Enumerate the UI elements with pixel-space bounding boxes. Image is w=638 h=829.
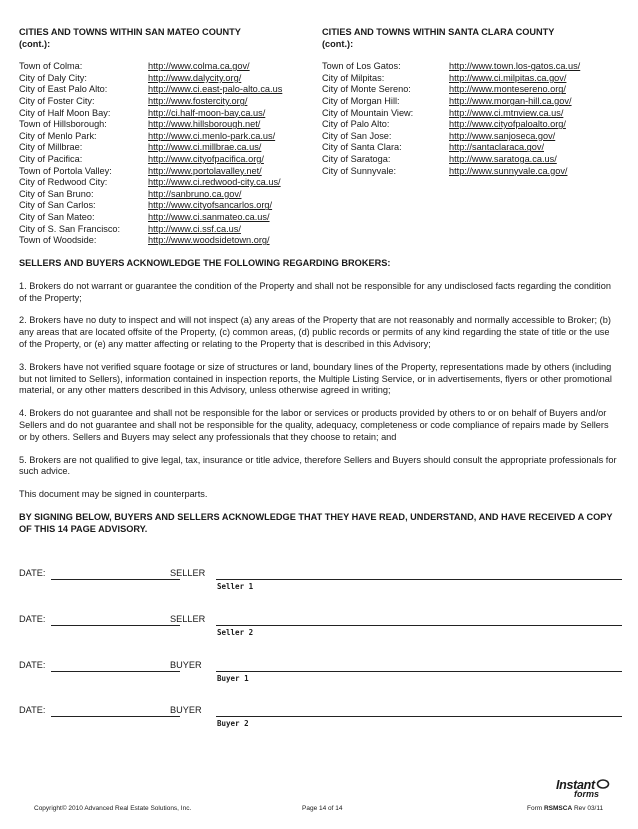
city-website-link[interactable]: http://www.ci.milpitas.ca.gov/ — [449, 72, 567, 83]
city-website-link[interactable]: http://www.ci.millbrae.ca.us/ — [148, 142, 262, 153]
city-website-link[interactable]: http://www.cityofpaloalto.org/ — [449, 119, 566, 130]
signature-field[interactable] — [216, 716, 622, 717]
city-row — [19, 154, 319, 166]
logo-line2: forms — [574, 789, 600, 799]
city-row — [19, 84, 319, 96]
date-label: DATE: — [19, 568, 46, 578]
city-row — [19, 177, 319, 189]
san-mateo-heading-line2: (cont.): — [19, 38, 51, 49]
footer-copyright: Copyright© 2010 Advanced Real Estate Solutions, Inc. — [34, 805, 192, 812]
city-website-link[interactable]: http://www.cityofpacifica.org/ — [148, 153, 264, 164]
san-mateo-section — [19, 27, 319, 247]
city-website-link[interactable]: http://www.ci.sanmateo.ca.us/ — [148, 211, 270, 222]
city-row — [322, 119, 622, 131]
city-website-link[interactable]: http://ci.half-moon-bay.ca.us/ — [148, 107, 266, 118]
date-label: DATE: — [19, 660, 46, 670]
city-website-link[interactable]: http://www.portolavalley.net/ — [148, 165, 262, 176]
city-name: Town of Woodside: — [19, 235, 97, 246]
city-row — [19, 119, 319, 131]
city-website-link[interactable]: http://www.hillsborough.net/ — [148, 119, 261, 130]
city-name: Town of Hillsborough: — [19, 119, 107, 130]
city-name: City of Mountain View: — [322, 107, 414, 118]
city-name: City of East Palo Alto: — [19, 84, 108, 95]
logo-line1: Instant — [556, 778, 595, 792]
santa-clara-heading-line2: (cont.): — [322, 38, 354, 49]
city-website-link[interactable]: http://www.ci.mtnview.ca.us/ — [449, 107, 564, 118]
city-name: City of Daly City: — [19, 72, 87, 83]
city-website-link[interactable]: http://www.cityofsancarlos.org/ — [148, 200, 273, 211]
signature-field[interactable] — [216, 579, 622, 580]
city-name: City of Millbrae: — [19, 142, 83, 153]
santa-clara-heading-line1: CITIES AND TOWNS WITHIN SANTA CLARA COUNTY — [322, 27, 555, 37]
city-website-link[interactable]: http://www.ci.menlo-park.ca.us/ — [148, 130, 276, 141]
advisory-body — [19, 258, 619, 547]
form-prefix: Form — [527, 805, 544, 812]
san-mateo-city-list — [19, 61, 319, 247]
date-field[interactable] — [51, 716, 180, 717]
broker-item-5: 5. Brokers are not qualified to give legal, tax, insurance or title advice, therefore Sellers and Buyers should consult the appropriate professionals for such advice. — [19, 454, 617, 477]
city-row — [19, 166, 319, 178]
city-row — [19, 131, 319, 143]
santa-clara-heading — [322, 27, 622, 50]
footer-page-number: Page 14 of 14 — [302, 805, 343, 812]
city-row — [322, 96, 622, 108]
city-row — [19, 61, 319, 73]
date-label: DATE: — [19, 705, 46, 715]
city-row — [19, 235, 319, 247]
city-website-link[interactable]: http://www.ci.east-palo-alto.ca.us — [148, 84, 283, 95]
broker-item-2: 2. Brokers have no duty to inspect and will not inspect (a) any areas of the Property that are not reasonably and normally accessible to Broker; (b) any areas that are located offsite of the Property, (c) common areas, (d) public records or permits of any kind regarding the state of title or the use of the Property, or (e) any matter affecting or relating to the Property that is described in this Advisory; — [19, 315, 611, 349]
city-name: Town of Portola Valley: — [19, 165, 112, 176]
city-name: City of Milpitas: — [322, 72, 385, 83]
city-website-link[interactable]: http://santaclaraca.gov/ — [449, 142, 544, 153]
city-row — [322, 61, 622, 73]
city-name: City of San Carlos: — [19, 200, 96, 211]
party-label: Buyer 1 — [217, 674, 249, 683]
city-website-link[interactable]: http://www.ci.redwood-city.ca.us/ — [148, 177, 281, 188]
city-name: City of Palo Alto: — [322, 119, 390, 130]
signing-statement: BY SIGNING BELOW, BUYERS AND SELLERS ACKNOWLEDGE THAT THEY HAVE READ, UNDERSTAND, AND HAVE RECEIVED A COPY OF THIS 14 PAGE ADVISORY. — [19, 511, 613, 534]
city-row — [19, 142, 319, 154]
city-website-link[interactable]: http://www.woodsidetown.org/ — [148, 235, 270, 246]
logo-swoosh-icon — [596, 778, 610, 790]
city-name: City of Pacifica: — [19, 153, 83, 164]
city-name: City of S. San Francisco: — [19, 223, 121, 234]
signature-field[interactable] — [216, 625, 622, 626]
city-row — [19, 200, 319, 212]
date-label: DATE: — [19, 614, 46, 624]
date-field[interactable] — [51, 671, 180, 672]
city-name: City of Redwood City: — [19, 177, 108, 188]
city-row — [19, 189, 319, 201]
city-row — [19, 96, 319, 108]
role-label: SELLER — [170, 568, 206, 578]
city-name: City of Santa Clara: — [322, 142, 402, 153]
san-mateo-heading-line1: CITIES AND TOWNS WITHIN SAN MATEO COUNTY — [19, 27, 241, 37]
city-name: City of Morgan Hill: — [322, 95, 400, 106]
broker-item-4: 4. Brokers do not guarantee and shall not be responsible for the labor or services or products provided by others to or on behalf of Buyers and/or Sellers and do not guarantee and shall not be responsible for the quality, adequacy, completeness or code compliance of repairs made by Sellers or by others. Sellers and Buyers may select any professionals that they choose to retain; and — [19, 408, 609, 442]
city-name: Town of Los Gatos: — [322, 61, 401, 72]
city-row — [322, 166, 622, 178]
city-website-link[interactable]: http://www.town.los-gatos.ca.us/ — [449, 61, 581, 72]
city-website-link[interactable]: http://www.dalycity.org/ — [148, 72, 242, 83]
city-row — [322, 154, 622, 166]
city-website-link[interactable]: http://www.sunnyvale.ca.gov/ — [449, 165, 568, 176]
city-row — [322, 73, 622, 85]
broker-item-1: 1. Brokers do not warrant or guarantee the condition of the Property and shall not be responsible for any undisclosed facts regarding the condition of the Property; — [19, 280, 611, 303]
city-website-link[interactable]: http://www.fostercity.org/ — [148, 95, 248, 106]
city-row — [19, 108, 319, 120]
footer-form-id — [527, 805, 603, 812]
counterparts-note: This document may be signed in counterparts. — [19, 489, 208, 500]
city-name: City of San Bruno: — [19, 188, 94, 199]
city-name: City of Sunnyvale: — [322, 165, 397, 176]
party-label: Seller 1 — [217, 582, 254, 591]
date-field[interactable] — [51, 579, 180, 580]
city-row — [322, 142, 622, 154]
city-name: City of Menlo Park: — [19, 130, 97, 141]
city-name: City of Monte Sereno: — [322, 84, 411, 95]
city-name: City of Foster City: — [19, 95, 95, 106]
city-website-link[interactable]: http://www.morgan-hill.ca.gov/ — [449, 95, 572, 106]
date-field[interactable] — [51, 625, 180, 626]
signature-field[interactable] — [216, 671, 622, 672]
city-row — [322, 108, 622, 120]
city-row — [19, 73, 319, 85]
city-name: Town of Colma: — [19, 61, 83, 72]
role-label: BUYER — [170, 660, 202, 670]
city-website-link[interactable]: http://www.ci.ssf.ca.us/ — [148, 223, 241, 234]
broker-item-3: 3. Brokers have not verified square footage or size of structures or land, boundary lines of the Property, representations made by others (including but not limited to Sellers), information contained in inspection reports, the Multiple Listing Service, or in advertisements, flyers or other promotional material, or any other matters described in this Advisory, unless otherwise agreed in writing; — [19, 361, 612, 396]
city-website-link[interactable]: http://www.sanjoseca.gov/ — [449, 130, 556, 141]
form-code: RSMSCA — [543, 805, 573, 812]
san-mateo-heading — [19, 27, 319, 50]
city-row — [19, 224, 319, 236]
city-website-link[interactable]: http://sanbruno.ca.gov/ — [148, 188, 242, 199]
city-row — [322, 84, 622, 96]
acknowledge-heading: SELLERS AND BUYERS ACKNOWLEDGE THE FOLLOWING REGARDING BROKERS: — [19, 258, 391, 268]
party-label: Buyer 2 — [217, 719, 249, 728]
city-website-link[interactable]: http://www.saratoga.ca.us/ — [449, 153, 557, 164]
city-name: City of San Mateo: — [19, 211, 95, 222]
city-name: City of San Jose: — [322, 130, 392, 141]
city-row — [322, 131, 622, 143]
city-name: City of Saratoga: — [322, 153, 391, 164]
instant-forms-logo — [556, 778, 612, 800]
role-label: SELLER — [170, 614, 206, 624]
santa-clara-city-list — [322, 61, 622, 177]
form-rev: Rev 03/11 — [572, 805, 604, 812]
city-row — [19, 212, 319, 224]
city-name: City of Half Moon Bay: — [19, 107, 111, 118]
city-website-link[interactable]: http://www.montesereno.org/ — [449, 84, 566, 95]
santa-clara-section — [322, 27, 622, 177]
party-label: Seller 2 — [217, 628, 254, 637]
role-label: BUYER — [170, 705, 202, 715]
city-website-link[interactable]: http://www.colma.ca.gov/ — [148, 61, 250, 72]
